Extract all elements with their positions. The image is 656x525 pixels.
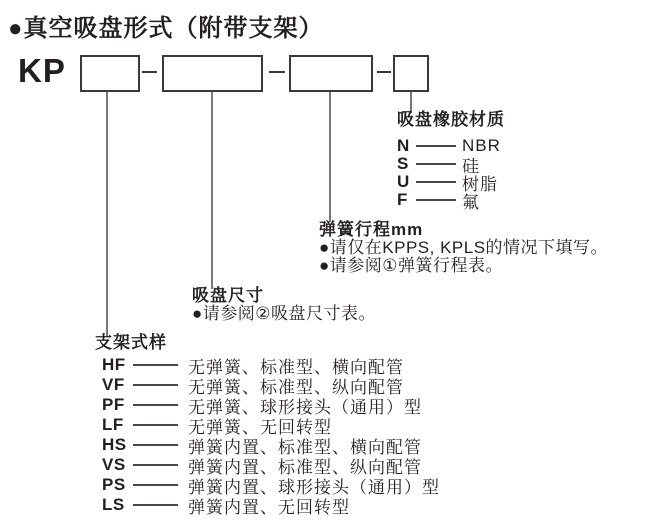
section-cup-size [192,287,376,323]
option-label: 弹簧内置、标准型、横向配管 [188,437,422,457]
legend-dash [133,424,178,426]
section-rubber-material [397,110,505,212]
option-label: 氟 [462,192,480,212]
option-code: VF [102,375,125,394]
option-label: 弹簧内置、球形接头（通用）型 [188,477,440,497]
section-bracket-style [95,334,440,515]
legend-dash [133,404,178,406]
option-label: 硅 [462,156,480,176]
option-code: HF [102,355,126,374]
note-line: ●请仅在KPPS, KPLS的情况下填写。 [319,238,609,257]
option-code: VS [102,455,126,474]
option-label: 无弹簧、标准型、纵向配管 [188,377,404,397]
code-separator-dash [377,71,391,73]
option-label: NBR [462,136,501,155]
legend-dash [133,364,178,366]
connector-line-cup-size [211,92,213,289]
option-code: HS [102,435,127,454]
option-label: 树脂 [462,174,498,194]
legend-row [397,172,505,194]
section-header: 弹簧行程mm [319,220,424,239]
legend-dash [416,181,456,183]
code-box-cup-size [162,55,263,92]
legend-dash [133,444,178,446]
bracket-style-legend [95,355,440,515]
code-separator-dash [142,71,157,73]
option-code: LF [102,415,124,434]
legend-dash [416,145,456,147]
option-label: 无弹簧、标准型、横向配管 [188,357,404,377]
connector-line-spring-stroke [329,92,331,222]
legend-dash [416,199,456,201]
code-box-bracket-style [80,55,140,92]
option-label: 无弹簧、无回转型 [188,417,332,437]
note-line: ●请参阅②吸盘尺寸表。 [192,304,377,323]
option-code: LS [102,495,125,514]
code-box-spring-stroke [289,55,373,92]
option-label: 弹簧内置、标准型、纵向配管 [188,457,422,477]
legend-dash [133,464,178,466]
legend-dash [416,163,456,165]
option-code: S [397,154,409,173]
note-line: ●请参阅①弹簧行程表。 [319,256,504,275]
model-prefix: KP [18,52,66,89]
section-spring-stroke [319,221,608,275]
section-header: 支架式样 [95,333,167,352]
section-header: 吸盘橡胶材质 [397,110,505,129]
section-header: 吸盘尺寸 [192,286,264,305]
page-title: ●真空吸盘形式（附带支架） [8,15,324,42]
option-label: 无弹簧、球形接头（通用）型 [188,397,422,417]
legend-row [397,137,505,155]
option-code: N [397,136,410,155]
option-code: PS [102,475,126,494]
code-separator-dash [269,71,285,73]
connector-line-bracket-style [106,92,108,337]
rubber-material-legend [397,136,505,212]
legend-dash [133,484,178,486]
option-code: U [397,172,410,191]
option-code: PF [102,395,125,414]
code-box-rubber-material [393,55,429,92]
legend-dash [133,384,178,386]
legend-row [95,495,440,515]
legend-dash [133,504,178,506]
option-label: 弹簧内置、无回转型 [188,497,350,517]
option-code: F [397,190,408,209]
